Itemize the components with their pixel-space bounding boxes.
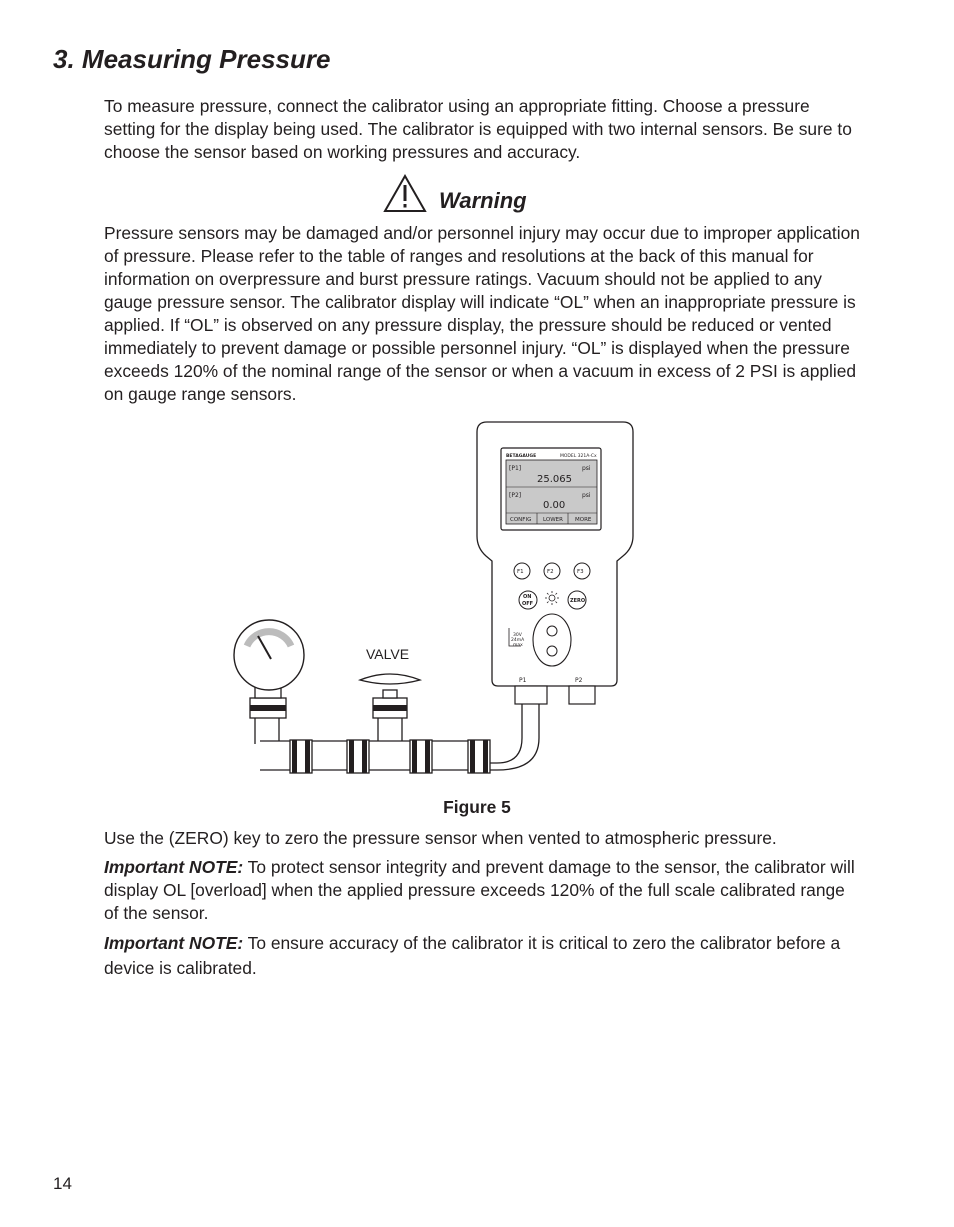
device-model: MODEL 321A-Cx (560, 454, 597, 459)
note-text: To ensure accuracy of the calibrator it is critical to zero the calibrator before a device is calibrated. (104, 933, 841, 978)
p1-label: [P1] (509, 465, 522, 472)
jack-current: 24mA (511, 638, 525, 643)
intro-paragraph: To measure pressure, connect the calibrator using an appropriate fitting. Choose a pressure setting for the display being used. The calibrator is equipped with two internal sensors. Be sure to choose the sensor based on working pressures and accuracy. (104, 96, 852, 162)
softkey-lower: LOWER (543, 517, 563, 523)
key-f1: F1 (517, 569, 524, 575)
p2-value: 0.00 (543, 500, 566, 511)
p1-value: 25.065 (537, 474, 572, 485)
softkey-more: MORE (575, 517, 592, 523)
note-text: To protect sensor integrity and prevent damage to the sensor, the calibrator will display OL [overload] when the applied pressure exceeds 120% of the full scale calibrated range of the sensor. (104, 857, 855, 923)
key-zero: ZERO (570, 598, 586, 604)
warning-paragraph: Pressure sensors may be damaged and/or personnel injury may occur due to improper application of pressure. Please refer to the table of ranges and resolutions at the back of this manual for information on overpressure and burst pressure ratings. Vacuum should not be applied to any gauge pressure sensor. The calibrator display will indicate “OL” when an inappropriate pressure is applied. If “OL” is observed on any pressure display, the pressure should be reduced or vented immediately to prevent damage or possible personnel injury. “OL” is displayed when the pressure exceeds 120% of the nominal range of the sensor or when a vacuum in excess of 2 PSI is applied on gauge range sensors. (104, 223, 860, 404)
softkey-config: CONFIG (510, 517, 532, 523)
valve-label: VALVE (366, 646, 410, 662)
p1-unit: psi (582, 465, 591, 472)
jack-max: max (513, 643, 523, 648)
note-label: Important NOTE: (104, 933, 244, 953)
key-f3: F3 (577, 569, 584, 575)
key-off: OFF (522, 601, 534, 607)
figure-caption: Figure 5 (443, 797, 511, 817)
warning-triangle-icon (383, 174, 427, 214)
figure-5-diagram (225, 418, 645, 790)
p2-label: [P2] (509, 492, 522, 499)
key-on: ON (523, 594, 532, 600)
note-label: Important NOTE: (104, 857, 244, 877)
p2-unit: psi (582, 492, 591, 499)
device-brand: BETAGAUGE (506, 454, 537, 459)
page-title: 3. Measuring Pressure (53, 44, 331, 74)
port-p2-label: P2 (575, 677, 583, 684)
important-note-1 (104, 856, 864, 925)
zero-instruction: Use the (ZERO) key to zero the pressure sensor when vented to atmospheric pressure. (104, 828, 777, 848)
warning-title: Warning (439, 188, 527, 213)
page-number: 14 (53, 1174, 72, 1193)
key-f2: F2 (547, 569, 554, 575)
warning-heading (383, 174, 527, 214)
jack-voltage: 30V (513, 633, 522, 638)
port-p1-label: P1 (519, 677, 527, 684)
important-note-2 (104, 931, 864, 981)
